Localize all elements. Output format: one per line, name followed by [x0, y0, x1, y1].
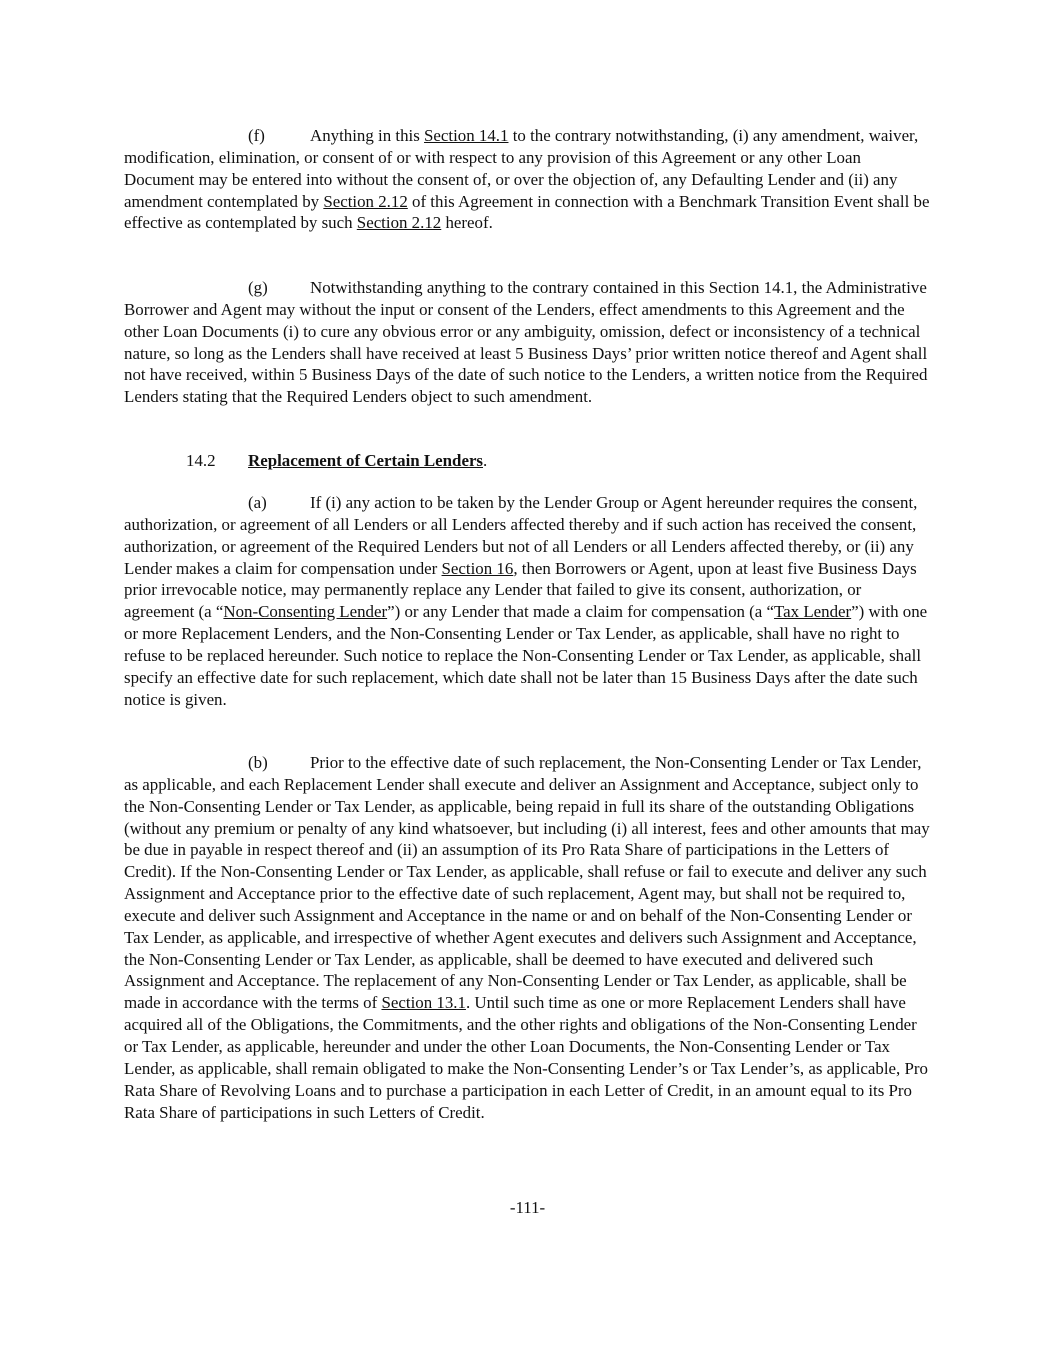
- paragraph-text: of this Agreement in connection with a Benchmark Transition Event shall be effective as contemplated by such: [124, 191, 930, 233]
- paragraph-f: [124, 125, 934, 234]
- paragraph-text: Anything in this: [310, 126, 425, 145]
- paragraph-label: (b): [248, 753, 268, 772]
- paragraph-text: hereof.: [441, 213, 493, 233]
- paragraph-label: (f): [248, 126, 265, 145]
- section-reference-link: Section 16: [441, 558, 514, 578]
- section-number: 14.2: [186, 451, 216, 470]
- paragraph-text: . Until such time as one or more Replacement Lenders shall have acquired all of the Obligations, the Commitments, and the other rights and obligations of the Non-Consenting Lender or Tax Lender, as applicable, hereunder and under the other Loan Documents, the Non-Consenting Lender or Tax Lender, as applicable, shall remain obligated to make the Non-Consenting Lender’s or Tax Lender’s, as applicable, Pro Rata Share of Revolving Loans and to purchase a participation in each Letter of Credit, in an amount equal to its Pro Rata Share of participations in such Letters of Credit.: [124, 993, 928, 1122]
- section-reference-link: Section 2.12: [323, 191, 408, 211]
- paragraph-text: Notwithstanding anything to the contrary contained in this Section 14.1, the Administrative Borrower and Agent may without the input or consent of the Lenders, effect amendments to this Agreement and the other Loan Documents (i) to cure any obvious error or any ambiguity, omission, defect or inconsistency of a technical nature, so long as the Lenders shall have received at least 5 Business Days’ prior written notice thereof and Agent shall not have received, within 5 Business Days of the date of such notice to the Lenders, a written notice from the Required Lenders stating that the Required Lenders object to such amendment.: [124, 278, 928, 407]
- section-title-period: .: [483, 451, 488, 470]
- paragraph-text: If (i) any action to be taken by the Lender Group or Agent hereunder requires the consent, authorization, or agreement of all Lenders or all Lenders affected thereby and if such action has received the consent, authorization, or agreement of the Required Lenders but not of all Lenders or all Lenders affected thereby, or (ii) any Lender makes a claim for compensation under: [124, 493, 918, 578]
- defined-term: Non-Consenting Lender: [223, 602, 388, 622]
- paragraph-text: ”) or any Lender that made a claim for compensation (a “: [387, 602, 775, 622]
- paragraph-label: (g): [248, 278, 268, 297]
- section-reference-link: Section 2.12: [356, 213, 442, 233]
- paragraph-label: (a): [248, 493, 267, 512]
- section-title: Replacement of Certain Lenders: [248, 451, 484, 470]
- paragraph-text: to the contrary notwithstanding, (i) any amendment, waiver, modification, elimination, or consent of or with respect to any provision of this Agreement or any other Loan Document may be entered into without the consent of, or over the objection of, any Defaulting Lender and (ii) any amendment contemplated by: [124, 126, 919, 211]
- paragraph-text: Prior to the effective date of such replacement, the Non-Consenting Lender or Tax Lender, as applicable, and each Replacement Lender shall execute and deliver an Assignment and Acceptance, subject only to the Non-Consenting Lender or Tax Lender, as applicable, being repaid in full its share of the outstanding Obligations (without any premium or penalty of any kind whatsoever, but including (i) all interest, fees and other amounts that may be due in payable in respect thereof and (ii) an assumption of its Pro Rata Share of participations in the Letters of Credit). If the Non-Consenting Lender or Tax Lender, as applicable, shall refuse or fail to execute and deliver any such Assignment and Acceptance prior to the effective date of such replacement, Agent may, but shall not be required to, execute and deliver such Assignment and Acceptance in the name or and on behalf of the Non-Consenting Lender or Tax Lender, as applicable, and irrespective of whether Agent executes and delivers such Assignment and Acceptance, the Non-Consenting Lender or Tax Lender, as applicable, shall be deemed to have executed and delivered such Assignment and Acceptance. The replacement of any Non-Consenting Lender or Tax Lender, as applicable, shall be made in accordance with the terms of: [124, 753, 930, 1013]
- section-heading: [186, 450, 487, 472]
- section-reference-link: Section 13.1: [381, 993, 466, 1013]
- page-number: -111-: [509, 1198, 546, 1217]
- paragraph-text: ”) with one or more Replacement Lenders, and the Non-Consenting Lender or Tax Lender, as applicable, shall have no right to refuse to be replaced hereunder. Such notice to replace the Non-Consenting Lender or Tax Lender, as applicable, shall specify an effective date for such replacement, which date shall not be later than 15 Business Days after the date such notice is given.: [124, 602, 928, 709]
- paragraph-a: [124, 492, 934, 710]
- paragraph-b: [124, 752, 934, 1123]
- paragraph-text: , then Borrowers or Agent, upon at least five Business Days prior irrevocable notice, may permanently replace any Lender that failed to give its consent, authorization, or agreement (a “: [124, 558, 917, 622]
- defined-term: Tax Lender: [774, 602, 852, 622]
- paragraph-g: [124, 277, 934, 408]
- section-reference-link: Section 14.1: [424, 126, 509, 145]
